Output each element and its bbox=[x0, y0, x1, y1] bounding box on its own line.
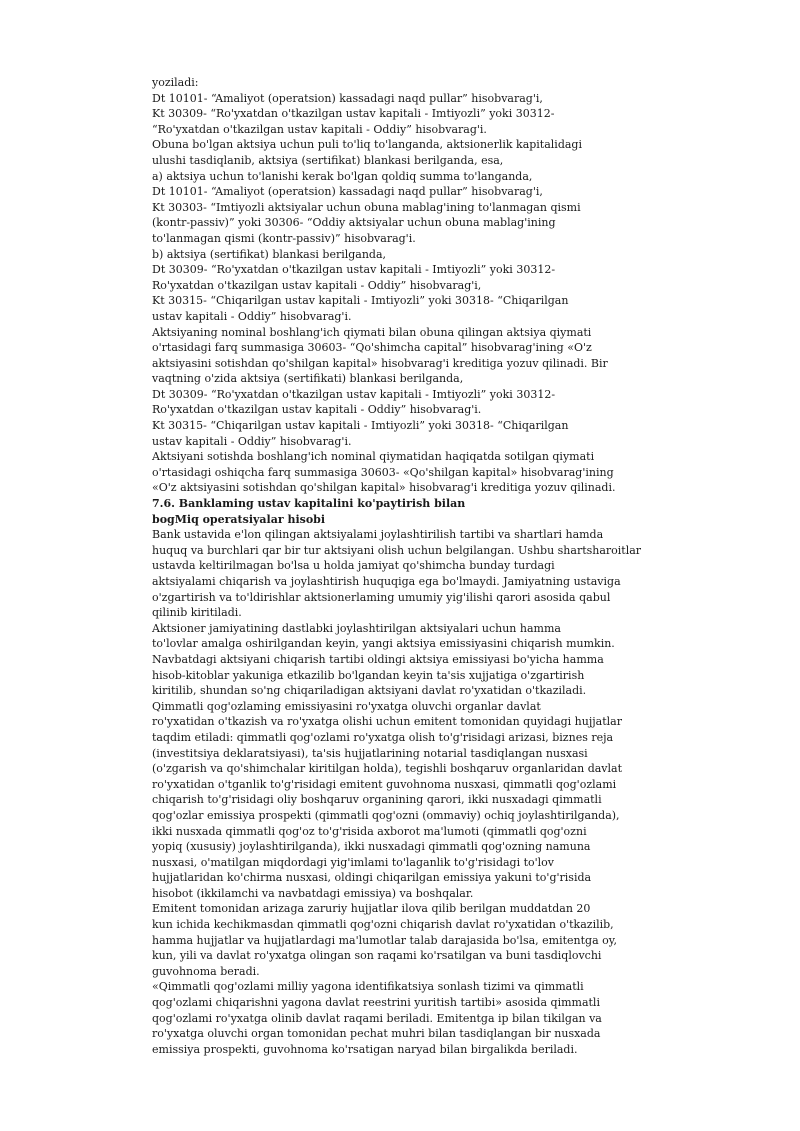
text-line: Kt 30315- “Chiqarilgan ustav kapitali - Imtiyozli” yoki 30318- “Chiqarilgan bbox=[152, 419, 569, 433]
text-line: Dt 30309- “Ro'yxatdan o'tkazilgan ustav kapitali - Imtiyozli” yoki 30312- bbox=[152, 387, 556, 401]
text-line: Kt 30315- “Chiqarilgan ustav kapitali - Imtiyozli” yoki 30318- “Chiqarilgan bbox=[152, 294, 569, 308]
text-line: o'rtasidagi farq summasiga 30603- “Qo'shimcha capital” hisobvarag'ining «O'z bbox=[152, 341, 592, 355]
text-line: «O'z aktsiyasini sotishdan qo'shilgan kapital» hisobvarag'i kreditiga yozuv qilinadi. bbox=[152, 481, 616, 495]
text-line: Kt 30309- “Ro'yxatdan o'tkazilgan ustav kapitali - Imtiyozli” yoki 30312- bbox=[152, 107, 555, 121]
text-line: ro'yxatidan o'tkazish va ro'yxatga olishi uchun emitent tomonidan quyidagi hujjatlar bbox=[152, 715, 622, 729]
text-line: aktsiyalami chiqarish va joylashtirish huquqiga ega bo'lmaydi. Jamiyatning ustaviga bbox=[152, 575, 621, 588]
text-line: Aktsiyaning nominal boshlang'ich qiymati bilan obuna qilingan aktsiya qiymati bbox=[152, 325, 592, 339]
text-line: Qimmatli qog'ozlaming emissiyasini ro'yxatga oluvchi organlar davlat bbox=[152, 699, 541, 713]
text-line: ikki nusxada qimmatli qog'oz to'g'risida axborot ma'lumoti (qimmatli qog'ozni bbox=[152, 824, 587, 838]
text-line: qilinib kiritiladi. bbox=[152, 606, 242, 620]
text-line: taqdim etiladi: qimmatli qog'ozlami ro'yxatga olish to'g'risidagi arizasi, biznes reja bbox=[152, 730, 614, 744]
text-line: Dt 30309- “Ro'yxatdan o'tkazilgan ustav kapitali - Imtiyozli” yoki 30312- bbox=[152, 263, 556, 277]
text-line: aktsiyasini sotishdan qo'shilgan kapital» hisobvarag'i kreditiga yozuv qilinadi. Bir bbox=[152, 356, 608, 370]
text-line: (investitsiya deklaratsiyasi), ta'sis hujjatlarining notarial tasdiqlangan nusxasi bbox=[152, 746, 588, 760]
text-line: nusxasi, o'matilgan miqdordagi yig'imlami to'laganlik to'g'risidagi to'lov bbox=[152, 855, 555, 869]
text-line: ro'yxatga oluvchi organ tomonidan pechat muhri bilan tasdiqlangan bir nusxada bbox=[152, 1027, 601, 1041]
text-line: kun, yili va davlat ro'yxatga olingan son raqami ko'rsatilgan va buni tasdiqlovchi bbox=[152, 949, 602, 963]
text-line: Dt 10101- “Amaliyot (operatsion) kassadagi naqd pullar” hisobvarag'i, bbox=[152, 185, 543, 199]
text-line: ustav kapitali - Oddiy” hisobvarag'i. bbox=[152, 434, 352, 448]
text-line: chiqarish to'g'risidagi oliy boshqaruv organining qarori, ikki nusxadagi qimmatli bbox=[152, 793, 602, 807]
text-line: hujjatlaridan ko'chirma nusxasi, oldingi chiqarilgan emissiya yakuni to'g'risida bbox=[152, 871, 592, 885]
text-line: Obuna bo'lgan aktsiya uchun puli to'liq to'langanda, aktsionerlik kapitalidagi bbox=[152, 138, 582, 152]
text-line: huquq va burchlari qar bir tur aktsiyani olish uchun belgilangan. Ushbu shartsharoitlar bbox=[152, 543, 642, 557]
text-line: kun ichida kechikmasdan qimmatli qog'ozni chiqarish davlat ro'yxatidan o'tkazilib, bbox=[152, 918, 614, 932]
text-line: qog'ozlar emissiya prospekti (qimmatli qog'ozni (ommaviy) ochiq joylashtirilganda), bbox=[152, 808, 620, 822]
text-line: guvohnoma beradi. bbox=[152, 964, 260, 978]
text-line: Bank ustavida e'lon qilingan aktsiyalami joylashtirilish tartibi va shartlari hamda bbox=[152, 528, 604, 542]
text-line: hisob-kitoblar yakuniga etkazilib bo'lgandan keyin ta'sis xujjatiga o'zgartirish bbox=[152, 668, 585, 682]
text-line: (kontr-passiv)” yoki 30306- “Oddiy aktsiyalar uchun obuna mablag'ining bbox=[152, 216, 556, 230]
text-line: (o'zgarish va qo'shimchalar kiritilgan holda), tegishli boshqaruv organlaridan davlat bbox=[152, 762, 623, 776]
section-heading: bogMiq operatsiyalar hisobi bbox=[152, 512, 326, 526]
section-heading: 7.6. Banklaming ustav kapitalini ko'paytirish bilan bbox=[152, 497, 466, 511]
text-line: a) aktsiya uchun to'lanishi kerak bo'lgan qoldiq summa to'langanda, bbox=[152, 169, 533, 183]
text-line: Ro'yxatdan o'tkazilgan ustav kapitali - Oddiy” hisobvarag'i. bbox=[152, 403, 482, 417]
text-line: «Qimmatli qog'ozlami milliy yagona identifikatsiya sonlash tizimi va qimmatli bbox=[152, 980, 584, 994]
text-line: ustavda keltirilmagan bo'lsa u holda jamiyat qo'shimcha bunday turdagi bbox=[152, 559, 555, 573]
text-line: yoziladi: bbox=[152, 76, 199, 89]
text-line: Ro'yxatdan o'tkazilgan ustav kapitali - Oddiy” hisobvarag'i, bbox=[152, 278, 482, 292]
text-line: Dt 10101- “Amaliyot (operatsion) kassadagi naqd pullar” hisobvarag'i, bbox=[152, 91, 543, 105]
text-line: ulushi tasdiqlanib, aktsiya (sertifikat) blankasi berilganda, esa, bbox=[152, 153, 504, 167]
text-line: ustav kapitali - Oddiy” hisobvarag'i. bbox=[152, 309, 352, 323]
text-line: o'rtasidagi oshiqcha farq summasiga 30603- «Qo'shilgan kapital» hisobvarag'ining bbox=[152, 465, 614, 479]
text-line: ro'yxatidan o'tganlik to'g'risidagi emitent guvohnoma nusxasi, qimmatli qog'ozlami bbox=[152, 777, 617, 791]
text-line: vaqtning o'zida aktsiya (sertifikati) blankasi berilganda, bbox=[152, 372, 464, 386]
document-page bbox=[152, 75, 642, 1057]
text-line: to'lanmagan qismi (kontr-passiv)” hisobvarag'i. bbox=[152, 231, 416, 245]
text-line: hisobot (ikkilamchi va navbatdagi emissiya) va boshqalar. bbox=[152, 886, 474, 900]
text-line: emissiya prospekti, guvohnoma ko'rsatigan naryad bilan birgalikda beriladi. bbox=[152, 1042, 578, 1056]
text-line: to'lovlar amalga oshirilgandan keyin, yangi aktsiya emissiyasini chiqarish mumkin. bbox=[152, 637, 615, 651]
text-line: qog'ozlami chiqarishni yagona davlat reestrini yuritish tartibi» asosida qimmatli bbox=[152, 996, 600, 1010]
text-line: qog'ozlami ro'yxatga olinib davlat raqami beriladi. Emitentga ip bilan tikilgan va bbox=[152, 1011, 602, 1025]
text-line: Aktsioner jamiyatining dastlabki joylashtirilgan aktsiyalari uchun hamma bbox=[152, 621, 561, 635]
text-line: “Ro'yxatdan o'tkazilgan ustav kapitali - Oddiy” hisobvarag'i. bbox=[152, 122, 487, 136]
text-line: Navbatdagi aktsiyani chiqarish tartibi oldingi aktsiya emissiyasi bo'yicha hamma bbox=[152, 652, 604, 666]
text-line: b) aktsiya (sertifikat) blankasi berilganda, bbox=[152, 247, 387, 261]
text-line: kiritilib, shundan so'ng chiqariladigan aktsiyani davlat ro'yxatidan o'tkaziladi. bbox=[152, 684, 587, 698]
text-line: Kt 30303- “Imtiyozli aktsiyalar uchun obuna mablag'ining to'lanmagan qismi bbox=[152, 200, 581, 214]
text-line: hamma hujjatlar va hujjatlardagi ma'lumotlar talab darajasida bo'lsa, emitentga oy, bbox=[152, 933, 618, 947]
text-line: Emitent tomonidan arizaga zaruriy hujjatlar ilova qilib berilgan muddatdan 20 bbox=[152, 902, 591, 916]
text-line: Aktsiyani sotishda boshlang'ich nominal qiymatidan haqiqatda sotilgan qiymati bbox=[152, 450, 595, 464]
text-line: yopiq (xususiy) joylashtirilganda), ikki nusxadagi qimmatli qog'ozning namuna bbox=[152, 840, 591, 854]
text-line: o'zgartirish va to'ldirishlar aktsionerlaming umumiy yig'ilishi qarori asosida qabul bbox=[152, 590, 611, 604]
